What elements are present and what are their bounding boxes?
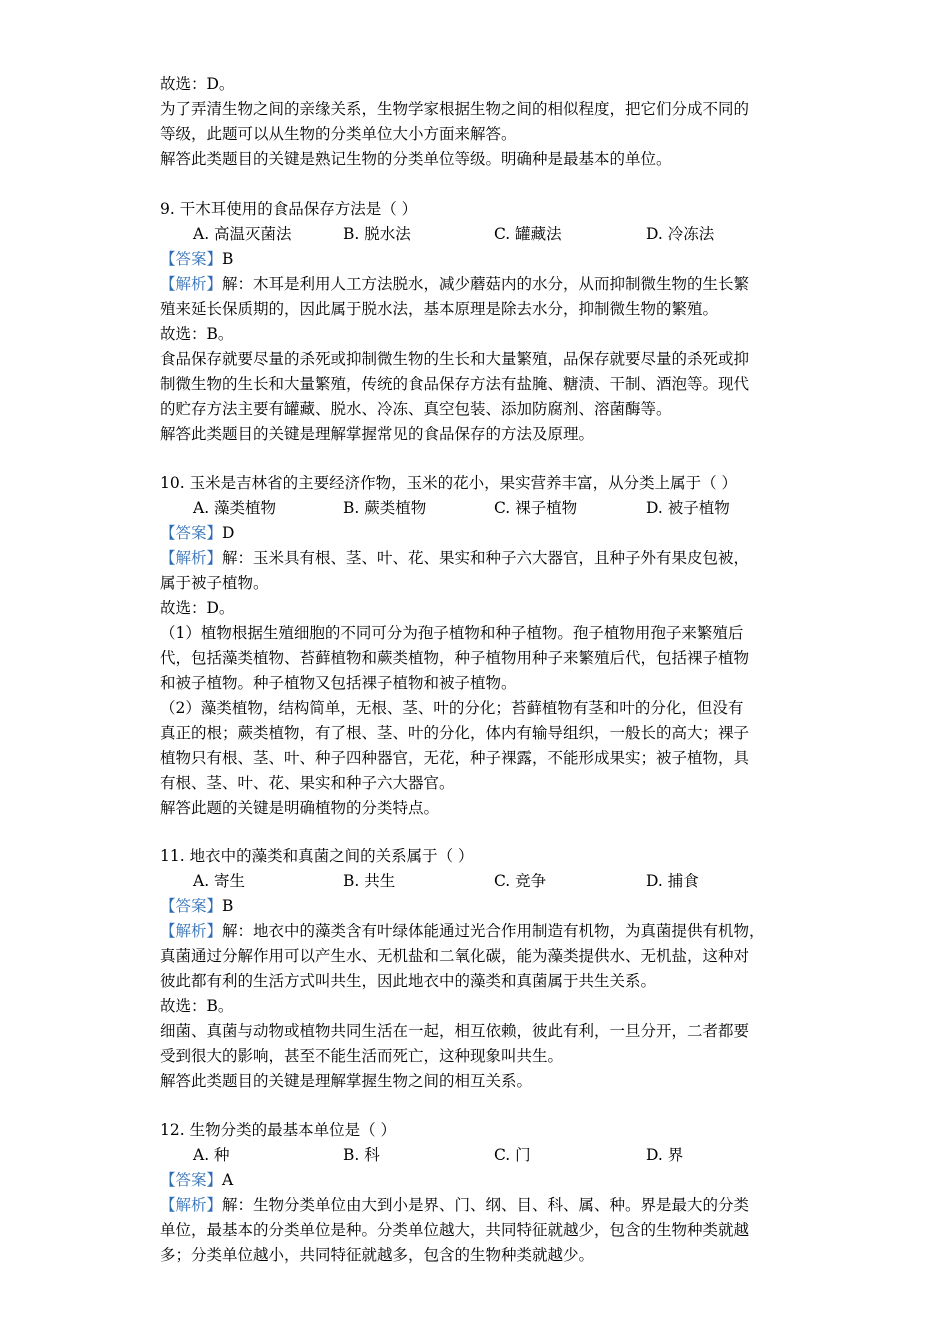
q11-analysis bbox=[160, 921, 765, 941]
q9-line: 殖来延长保质期的，因此属于脱水法，基本原理是除去水分，抑制微生物的繁殖。 bbox=[160, 300, 719, 318]
q12-option-b: B. 科 bbox=[343, 1146, 380, 1164]
q9-option-b: B. 脱水法 bbox=[343, 225, 411, 243]
question-11: 11. 地衣中的藻类和真菌之间的关系属于（ ） bbox=[160, 847, 474, 865]
q9-option-a: A. 高温灭菌法 bbox=[193, 225, 292, 243]
q10-line: 故选：D。 bbox=[160, 599, 235, 617]
q9-line: 故选：B。 bbox=[160, 325, 234, 343]
intro-line: 解答此类题目的关键是熟记生物的分类单位等级。明确种是最基本的单位。 bbox=[160, 150, 672, 168]
q11-option-c: C. 竞争 bbox=[494, 872, 547, 890]
q9-analysis-text: 解：木耳是利用人工方法脱水，减少蘑菇内的水分，从而抑制微生物的生长繁 bbox=[222, 275, 750, 293]
q11-option-d: D. 捕食 bbox=[646, 872, 699, 890]
answer-label: 【答案】 bbox=[160, 1171, 223, 1189]
answer-label: 【答案】 bbox=[160, 250, 223, 268]
analysis-label: 【解析】 bbox=[160, 549, 223, 567]
q12-answer bbox=[160, 1170, 233, 1190]
q12-analysis bbox=[160, 1195, 749, 1215]
analysis-label: 【解析】 bbox=[160, 275, 223, 293]
q9-answer bbox=[160, 249, 233, 269]
q10-line: （1）植物根据生殖细胞的不同可分为孢子植物和种子植物。孢子植物用孢子来繁殖后 bbox=[160, 624, 744, 642]
q10-option-a: A. 藻类植物 bbox=[193, 499, 277, 517]
q9-answer-value: B bbox=[222, 250, 234, 268]
q11-analysis-text: 解：地衣中的藻类含有叶绿体能通过光合作用制造有机物，为真菌提供有机物， bbox=[222, 922, 765, 940]
q12-option-a: A. 种 bbox=[193, 1146, 230, 1164]
q9-analysis bbox=[160, 274, 749, 294]
intro-line: 等级，此题可以从生物的分类单位大小方面来解答。 bbox=[160, 125, 517, 143]
q10-line: 和被子植物。种子植物又包括裸子植物和被子植物。 bbox=[160, 674, 517, 692]
q9-line: 解答此类题目的关键是理解掌握常见的食品保存的方法及原理。 bbox=[160, 425, 595, 443]
q10-answer bbox=[160, 523, 234, 543]
q10-option-d: D. 被子植物 bbox=[646, 499, 730, 517]
q11-option-b: B. 共生 bbox=[343, 872, 396, 890]
q10-line: 植物只有根、茎、叶、种子四种器官，无花，种子裸露，不能形成果实；被子植物，具 bbox=[160, 749, 750, 767]
q10-line: （2）藻类植物，结构简单，无根、茎、叶的分化；苔藓植物有茎和叶的分化，但没有 bbox=[160, 699, 744, 717]
q9-line: 制微生物的生长和大量繁殖，传统的食品保存方法有盐腌、糖渍、干制、酒泡等。现代 bbox=[160, 375, 750, 393]
intro-line: 故选：D。 bbox=[160, 75, 235, 93]
question-10: 10. 玉米是吉林省的主要经济作物，玉米的花小，果实营养丰富，从分类上属于（ ） bbox=[160, 474, 738, 492]
q11-answer bbox=[160, 896, 233, 916]
q12-line: 多；分类单位越小，共同特征就越多，包含的生物种类就越少。 bbox=[160, 1246, 595, 1264]
q10-analysis bbox=[160, 548, 749, 568]
question-12: 12. 生物分类的最基本单位是（ ） bbox=[160, 1121, 397, 1139]
analysis-label: 【解析】 bbox=[160, 922, 223, 940]
q11-line: 解答此类题目的关键是理解掌握生物之间的相互关系。 bbox=[160, 1072, 533, 1090]
q9-option-d: D. 冷冻法 bbox=[646, 225, 715, 243]
q10-line: 真正的根；蕨类植物，有了根、茎、叶的分化，体内有输导组织，一般长的高大；裸子 bbox=[160, 724, 750, 742]
q11-line: 彼此都有利的生活方式叫共生，因此地衣中的藻类和真菌属于共生关系。 bbox=[160, 972, 657, 990]
q12-option-d: D. 界 bbox=[646, 1146, 684, 1164]
intro-line: 为了弄清生物之间的亲缘关系，生物学家根据生物之间的相似程度，把它们分成不同的 bbox=[160, 100, 750, 118]
q12-analysis-text: 解：生物分类单位由大到小是界、门、纲、目、科、属、种。界是最大的分类 bbox=[222, 1196, 750, 1214]
q11-line: 细菌、真菌与动物或植物共同生活在一起，相互依赖，彼此有利，一旦分开，二者都要 bbox=[160, 1022, 750, 1040]
q11-answer-value: B bbox=[222, 897, 234, 915]
q12-answer-value: A bbox=[222, 1171, 234, 1189]
q9-line: 的贮存方法主要有罐藏、脱水、冷冻、真空包装、添加防腐剂、溶菌酶等。 bbox=[160, 400, 672, 418]
q10-line: 解答此题的关键是明确植物的分类特点。 bbox=[160, 799, 440, 817]
q10-option-c: C. 裸子植物 bbox=[494, 499, 578, 517]
question-9: 9. 干木耳使用的食品保存方法是（ ） bbox=[160, 200, 418, 218]
q10-analysis-text: 解：玉米具有根、茎、叶、花、果实和种子六大器官，且种子外有果皮包被， bbox=[222, 549, 750, 567]
answer-label: 【答案】 bbox=[160, 524, 223, 542]
q11-line: 故选：B。 bbox=[160, 997, 234, 1015]
q10-line: 属于被子植物。 bbox=[160, 574, 269, 592]
q10-option-b: B. 蕨类植物 bbox=[343, 499, 427, 517]
q11-option-a: A. 寄生 bbox=[193, 872, 246, 890]
q11-line: 受到很大的影响，甚至不能生活而死亡，这种现象叫共生。 bbox=[160, 1047, 564, 1065]
answer-label: 【答案】 bbox=[160, 897, 223, 915]
q10-line: 代，包括藻类植物、苔藓植物和蕨类植物，种子植物用种子来繁殖后代，包括裸子植物 bbox=[160, 649, 750, 667]
q11-line: 真菌通过分解作用可以产生水、无机盐和二氧化碳，能为藻类提供水、无机盐，这种对 bbox=[160, 947, 750, 965]
q9-line: 食品保存就要尽量的杀死或抑制微生物的生长和大量繁殖，品保存就要尽量的杀死或抑 bbox=[160, 350, 750, 368]
q10-answer-value: D bbox=[222, 524, 235, 542]
q10-line: 有根、茎、叶、花、果实和种子六大器官。 bbox=[160, 774, 455, 792]
q12-line: 单位，最基本的分类单位是种。分类单位越大，共同特征就越少，包含的生物种类就越 bbox=[160, 1221, 750, 1239]
q9-option-c: C. 罐藏法 bbox=[494, 225, 562, 243]
q12-option-c: C. 门 bbox=[494, 1146, 531, 1164]
analysis-label: 【解析】 bbox=[160, 1196, 223, 1214]
